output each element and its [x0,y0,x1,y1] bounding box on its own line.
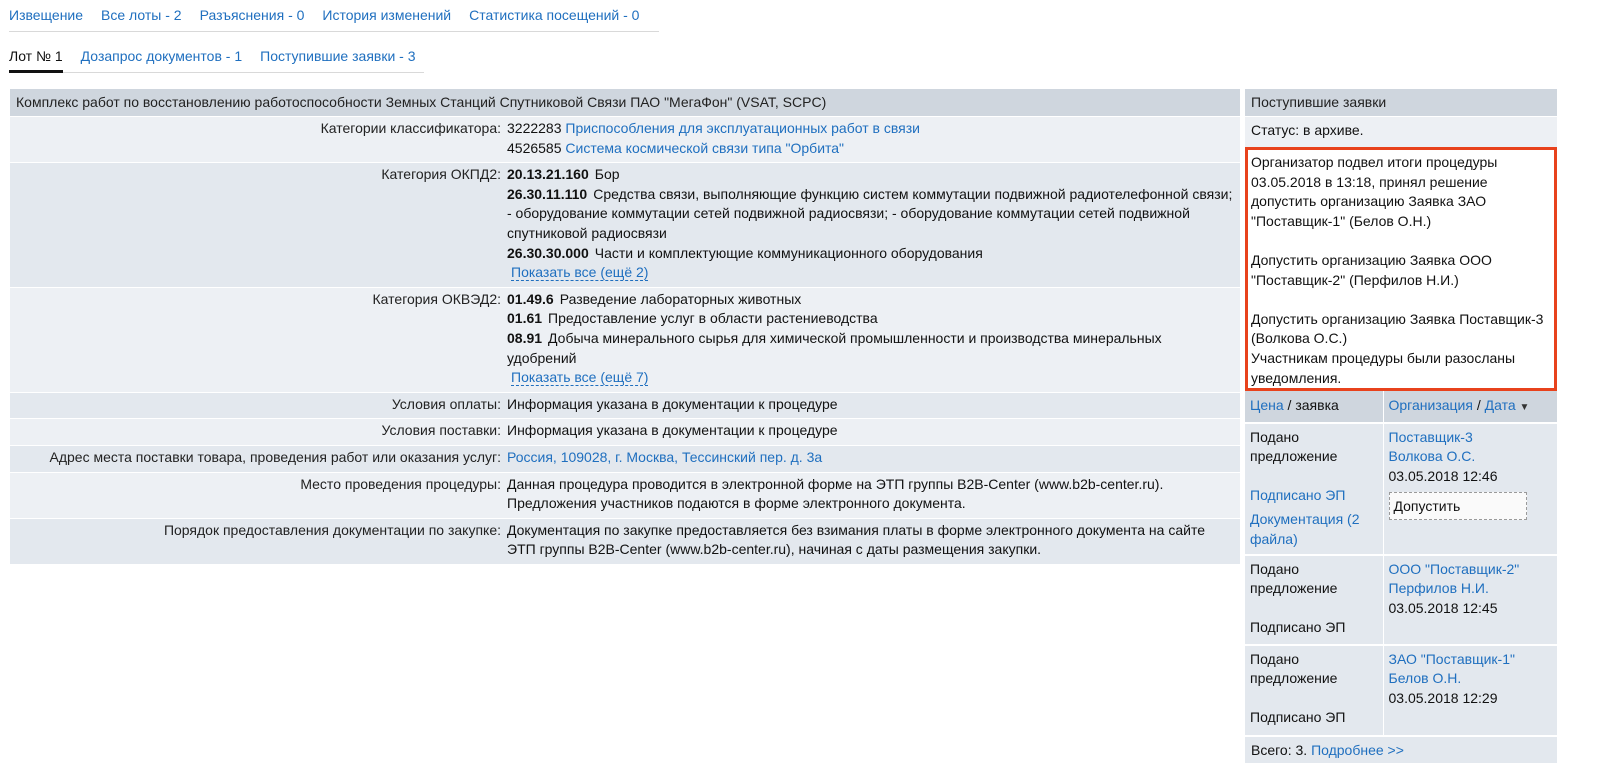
sort-desc-icon[interactable]: ▼ [1519,402,1530,413]
bids-table [1245,391,1557,735]
okved2-show-all-link[interactable]: Показать все (ещё 7) [511,369,649,386]
row-delivery [10,419,1240,446]
row-okved2 [10,287,1240,392]
signed-link[interactable]: Подписано ЭП [1250,487,1346,504]
bid-date: 03.05.2018 12:46 [1388,467,1498,484]
sort-org-link[interactable]: Организация [1388,397,1473,413]
okved2-code: 08.91 [507,329,543,346]
okved2-label: Категория ОКВЭД2: [372,290,501,307]
tab-visit-stats[interactable]: Статистика посещений - 0 [469,7,640,23]
okved2-code: 01.61 [507,310,543,327]
tab-all-lots[interactable]: Все лоты - 2 [101,7,182,23]
okpd2-code: 26.30.30.000 [507,244,589,261]
lot-tabs [9,47,424,73]
row-address [10,445,1240,472]
okpd2-code: 26.30.11.110 [507,185,588,202]
okved2-text: Добыча минерального сырья для химической промышленности и производства минеральных удобрений [507,329,1162,366]
row-payment [10,392,1240,419]
status-text: Статус: в архиве. [1245,117,1557,147]
delivery-label: Условия поставки: [381,422,501,439]
address-label: Адрес места поставки товара, проведения работ или оказания услуг: [49,448,501,465]
okpd2-show-all-link[interactable]: Показать все (ещё 2) [511,264,649,281]
bid-state: Подано предложение [1250,560,1338,597]
header-separator: / [1472,397,1485,413]
okpd2-label: Категория ОКПД2: [381,166,501,183]
sort-date-link[interactable]: Дата [1484,397,1516,413]
okved2-text: Разведение лабораторных животных [559,290,802,307]
bid-date: 03.05.2018 12:29 [1388,689,1498,706]
sort-price-link[interactable]: Цена [1250,397,1284,413]
place-label: Место проведения процедуры: [300,475,501,492]
okved2-code: 01.49.6 [507,290,554,307]
bid-state: Подано предложение [1250,650,1338,687]
lot-title: Комплекс работ по восстановлению работоспособности Земных Станций Спутниковой Связи ПАО "МегаФон" (VSAT, SCPC) [10,89,1240,116]
tab-notice[interactable]: Извещение [9,7,84,23]
notice-tabs [9,6,659,32]
okpd2-text: Части и комплектующие коммуникационного оборудования [594,244,983,261]
tab-clarifications[interactable]: Разъяснения - 0 [199,7,305,23]
signed-text: Подписано ЭП [1250,709,1346,726]
address-link[interactable]: Россия, 109028, г. Москва, Тессинский пер. д. 3а [507,448,823,465]
table-row [1245,555,1557,645]
person-link[interactable]: Белов О.Н. [1388,670,1462,687]
classifier-link[interactable]: Система космической связи типа "Орбита" [565,139,845,156]
org-link[interactable]: Поставщик-3 [1388,428,1473,445]
tab-document-request[interactable]: Дозапрос документов - 1 [80,48,243,64]
classifier-code: 4526585 [507,139,562,156]
result-text: Допустить организацию Заявка Поставщик-3 (Волкова О.С.) [1251,310,1544,347]
classifier-label: Категории классификатора: [320,120,501,136]
okpd2-code: 20.13.21.160 [507,166,589,183]
row-okpd2 [10,163,1240,288]
documentation-link[interactable]: Документация (2 файла) [1250,510,1360,547]
header-separator: / заявка [1283,397,1339,413]
org-link[interactable]: ООО "Поставщик-2" [1388,560,1520,577]
docs-value: Документация по закупке предоставляется без взимания платы в форме электронного документа на сайте ЭТП группы B2B-Center (www.b2b-center.ru), начиная с даты размещения закупки. [507,521,1205,558]
result-text: Допустить организацию Заявка ООО "Поставщик-2" (Перфилов Н.И.) [1251,251,1492,288]
row-classifier [10,117,1240,163]
results-box [1245,147,1557,391]
bid-date: 03.05.2018 12:45 [1388,599,1498,616]
bid-state: Подано предложение [1250,428,1338,465]
more-link[interactable]: Подробнее >> [1311,741,1404,758]
okpd2-text: Средства связи, выполняющие функцию систем коммутации подвижной радиотелефонной связи; - оборудование коммутации сетей подвижной радиосвязи; - оборудование коммутации сетей подвижной спутниковой радиосвязи [507,185,1233,241]
bids-footer [1245,735,1557,763]
lot-info-panel [10,89,1240,564]
total-count: Всего: 3. [1251,741,1308,758]
tab-lot-1[interactable]: Лот № 1 [9,47,63,73]
place-value: Данная процедура проводится в электронной форме на ЭТП группы B2B-Center (www.b2b-center.ru). Предложения участников подаются в форме электронного документа. [507,475,1164,512]
tab-received-bids[interactable]: Поступившие заявки - 3 [260,48,416,64]
table-row [1245,423,1557,555]
tab-history[interactable]: История изменений [322,7,452,23]
lot-info-table [10,116,1240,564]
table-row [1245,645,1557,735]
result-text: Организатор подвел итоги процедуры 03.05.2018 в 13:18, принял решение допустить организацию Заявка ЗАО "Поставщик-1" (Белов О.Н.) [1251,154,1498,229]
payment-label: Условия оплаты: [391,395,501,412]
org-link[interactable]: ЗАО "Поставщик-1" [1388,650,1515,667]
person-link[interactable]: Волкова О.С. [1388,448,1476,465]
classifier-code: 3222283 [507,120,562,136]
row-place [10,472,1240,518]
result-text: Участникам процедуры были разосланы уведомления. [1251,349,1516,386]
signed-text: Подписано ЭП [1250,619,1346,636]
docs-label: Порядок предоставления документации по закупке: [163,521,501,538]
received-bids-title: Поступившие заявки [1245,89,1557,116]
payment-value: Информация указана в документации к процедуре [507,395,838,412]
okpd2-text: Бор [594,166,620,183]
delivery-value: Информация указана в документации к процедуре [507,422,838,439]
person-link[interactable]: Перфилов Н.И. [1388,580,1489,597]
bids-table-header [1245,391,1557,423]
received-bids-panel [1245,89,1557,763]
admit-button[interactable]: Допустить [1389,492,1527,520]
row-docs [10,518,1240,564]
okved2-text: Предоставление услуг в области растениеводства [548,310,878,327]
classifier-link[interactable]: Приспособления для эксплуатационных работ в связи [565,120,920,136]
